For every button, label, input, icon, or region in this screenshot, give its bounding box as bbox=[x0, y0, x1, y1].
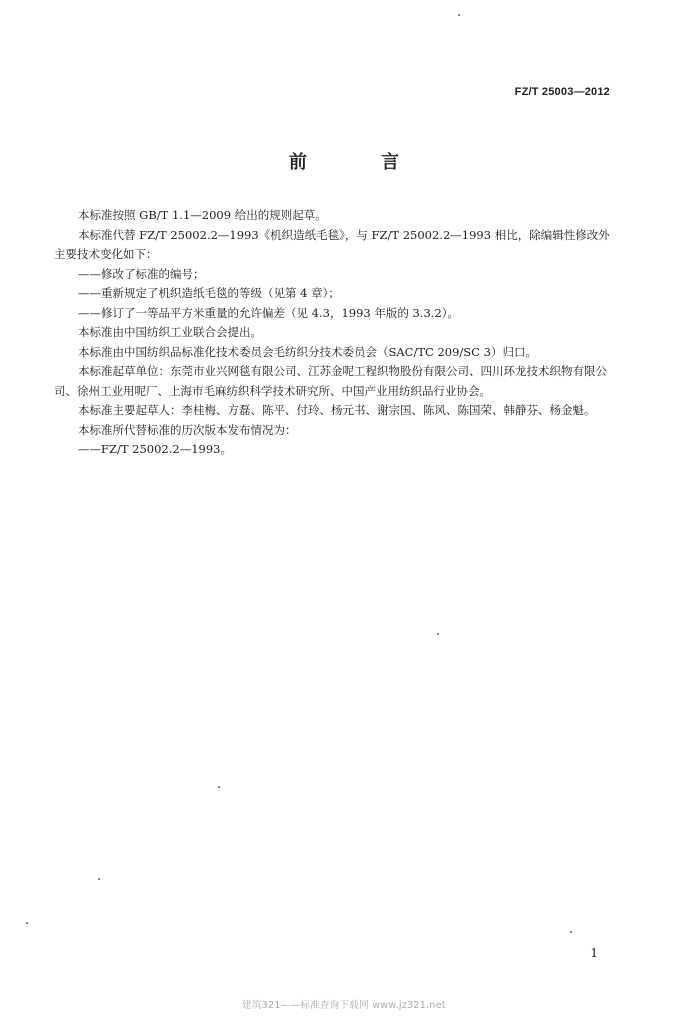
page-title: 前 言 bbox=[288, 152, 434, 173]
standard-code: FZ/T 25003—2012 bbox=[514, 86, 610, 98]
scan-speck bbox=[458, 14, 460, 16]
list-item-change-1: ——修改了标准的编号； bbox=[78, 266, 205, 281]
scan-speck bbox=[98, 878, 100, 880]
page-number: 1 bbox=[590, 946, 598, 960]
paragraph-replaces: 本标准代替 FZ/T 25002.2—1993《机织造纸毛毯》，与 FZ/T 25002.2—1993 相比，除编辑性修改外主要技术变化如下： bbox=[54, 227, 610, 261]
paragraph-drafting-units: 本标准起草单位：东莞市业兴网毯有限公司、江苏金呢工程织物股份有限公司、四川环龙技术织物有限公司、徐州工业用呢厂、上海市毛麻纺织科学技术研究所、中国产业用纺织品行业协会。 bbox=[54, 364, 607, 398]
paragraph-proposed-by: 本标准由中国纺织工业联合会提出。 bbox=[78, 325, 262, 339]
foreword-body bbox=[54, 206, 610, 460]
scan-speck bbox=[570, 931, 572, 933]
watermark-footer: 建筑321——标准查询下载网 www.jz321.net bbox=[242, 1000, 446, 1011]
paragraph-managed-by: 本标准由中国纺织品标准化技术委员会毛纺织分技术委员会（SAC/TC 209/SC 3）归口。 bbox=[78, 344, 537, 359]
paragraph-drafting-rules: 本标准按照 GB/T 1.1—2009 给出的规则起草。 bbox=[78, 208, 327, 222]
scan-speck bbox=[218, 786, 220, 788]
list-item-change-2: ——重新规定了机织造纸毛毯的等级（见第 4 章）； bbox=[78, 286, 340, 300]
list-item-change-3: ——修订了一等品平方米重量的允许偏差（见 4.3，1993 年版的 3.3.2）。 bbox=[78, 305, 460, 320]
list-item-history-1: ——FZ/T 25002.2—1993。 bbox=[78, 442, 232, 456]
scan-speck bbox=[26, 922, 28, 924]
paragraph-history-intro: 本标准所代替标准的历次版本发布情况为： bbox=[78, 422, 297, 437]
scan-speck bbox=[437, 633, 439, 635]
paragraph-drafters: 本标准主要起草人：李桂梅、方磊、陈平、付玲、杨元书、谢宗国、陈风、陈国荣、韩静芬、杨金魁。 bbox=[78, 403, 596, 417]
